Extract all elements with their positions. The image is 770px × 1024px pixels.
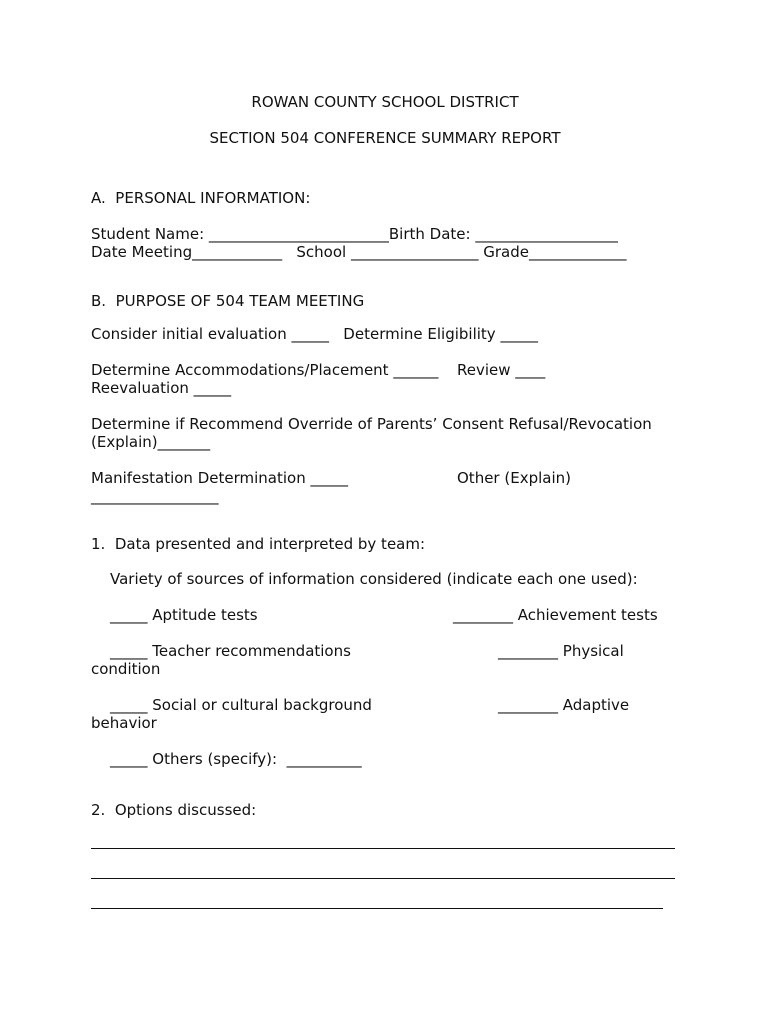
purpose-accommodations[interactable]: Determine Accommodations/Placement ______ (91, 361, 439, 379)
district-name: ROWAN COUNTY SCHOOL DISTRICT (251, 93, 519, 111)
source-adaptive-continued: behavior (91, 714, 157, 732)
source-aptitude-tests[interactable]: _____ Aptitude tests (110, 606, 258, 624)
purpose-override-explain[interactable]: (Explain)_______ (91, 433, 211, 451)
options-line-1[interactable] (91, 848, 675, 849)
date-school-grade-line[interactable]: Date Meeting____________ School _________________ Grade_____________ (91, 243, 627, 261)
source-social-cultural[interactable]: _____ Social or cultural background (110, 696, 372, 714)
student-name-birth-date-line[interactable]: Student Name: ________________________Birth Date: ___________________ (91, 225, 618, 243)
source-physical[interactable]: ________ Physical (498, 642, 624, 660)
section-a-heading: A. PERSONAL INFORMATION: (91, 189, 311, 207)
purpose-other-label: Other (Explain) (457, 469, 571, 487)
purpose-row-evaluation-eligibility[interactable]: Consider initial evaluation _____ Determine Eligibility _____ (91, 325, 538, 343)
purpose-manifestation[interactable]: Manifestation Determination _____ (91, 469, 348, 487)
source-physical-continued: condition (91, 660, 161, 678)
options-line-3[interactable] (91, 908, 663, 909)
source-teacher-recommendations[interactable]: _____ Teacher recommendations (110, 642, 351, 660)
purpose-override-line: Determine if Recommend Override of Parents’ Consent Refusal/Revocation (91, 415, 652, 433)
purpose-reevaluation[interactable]: Reevaluation _____ (91, 379, 232, 397)
report-title: SECTION 504 CONFERENCE SUMMARY REPORT (209, 129, 561, 147)
source-achievement-tests[interactable]: ________ Achievement tests (453, 606, 658, 624)
sources-intro: Variety of sources of information considered (indicate each one used): (110, 570, 638, 588)
purpose-review[interactable]: Review ____ (457, 361, 546, 379)
section-b-heading: B. PURPOSE OF 504 TEAM MEETING (91, 292, 365, 310)
options-heading: 2. Options discussed: (91, 801, 257, 819)
purpose-other-blank[interactable]: _________________ (91, 487, 219, 505)
options-line-2[interactable] (91, 878, 675, 879)
data-section-heading: 1. Data presented and interpreted by team: (91, 535, 426, 553)
source-others-specify[interactable]: _____ Others (specify): __________ (110, 750, 362, 768)
source-adaptive[interactable]: ________ Adaptive (498, 696, 630, 714)
